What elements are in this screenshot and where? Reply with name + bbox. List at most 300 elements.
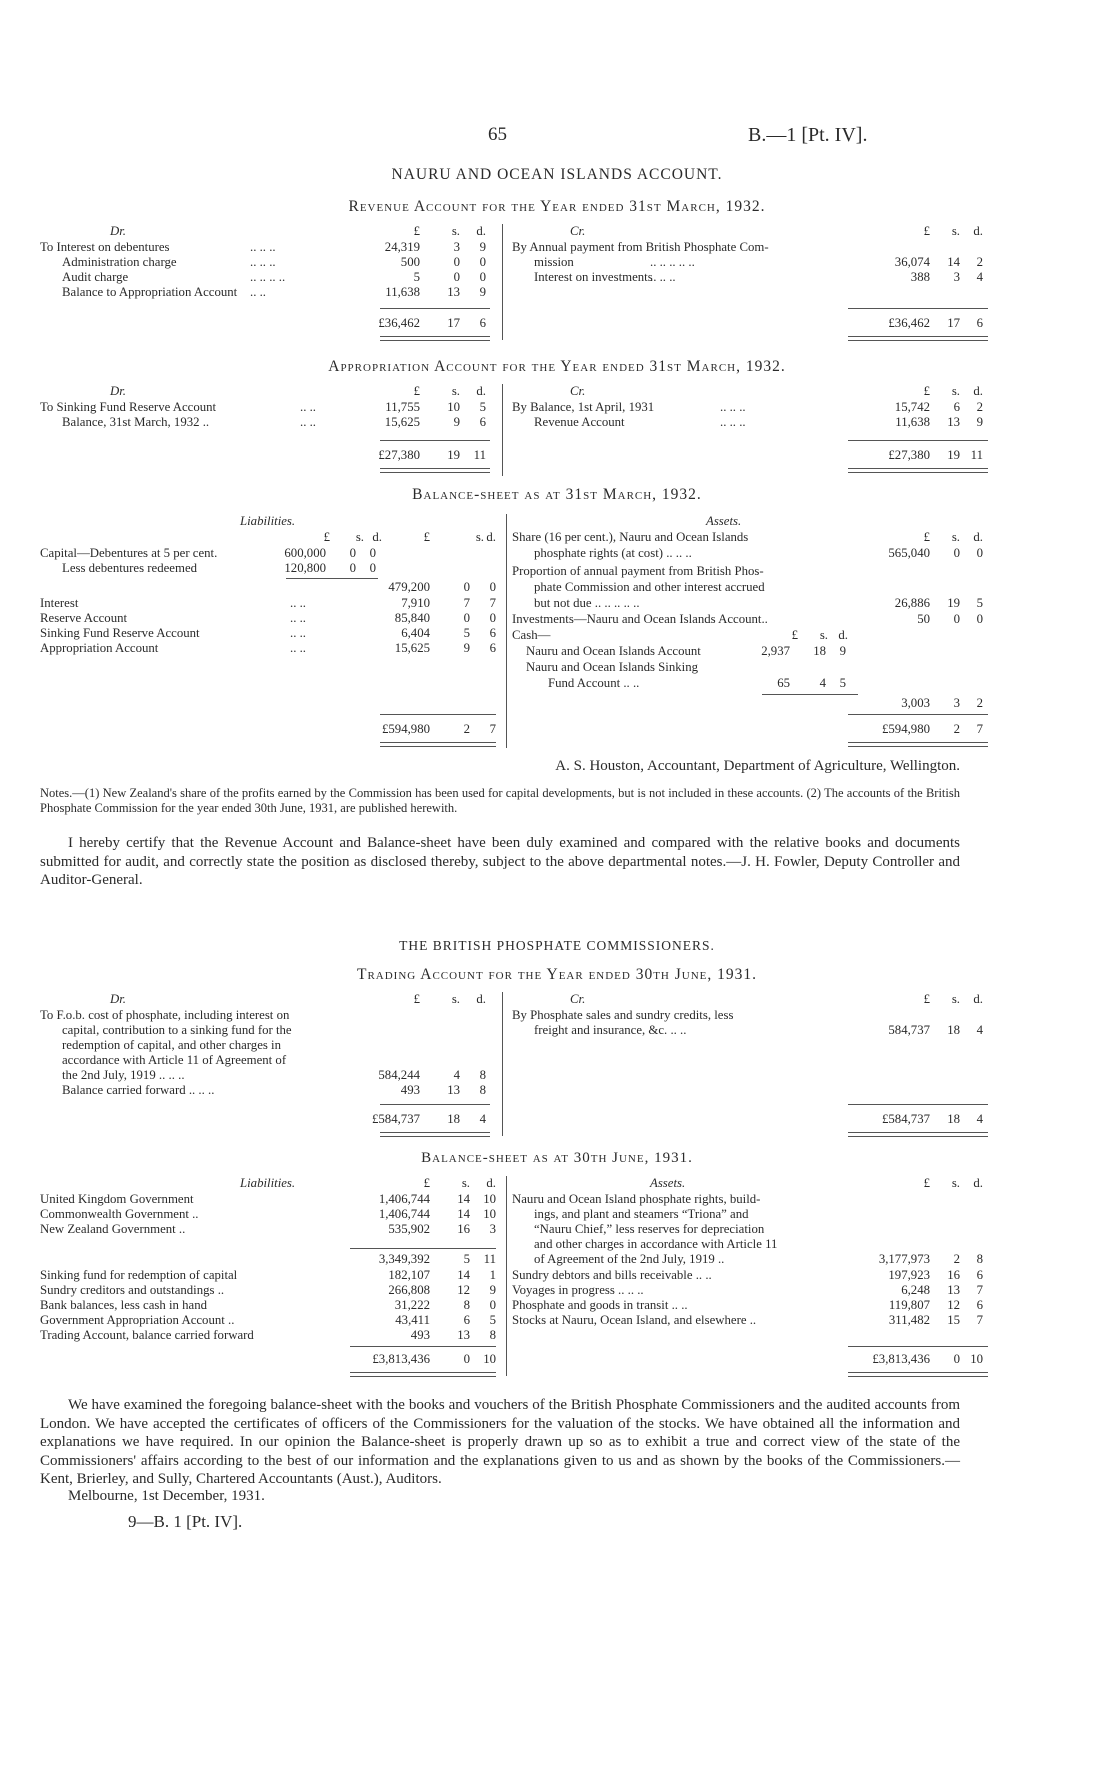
rev-divider	[502, 224, 503, 340]
cash-s-head: s.	[819, 628, 828, 642]
capital-shillings: 0	[349, 546, 356, 560]
rev-left-double	[380, 336, 490, 341]
bs2-left-row-pence: 5	[489, 1313, 496, 1327]
bs1-divider	[506, 514, 507, 748]
app-divider	[502, 384, 503, 476]
trd-right-total-pounds: £584,737	[882, 1112, 930, 1126]
gov-row-pence: 10	[483, 1207, 496, 1221]
bs1-left-label: Interest	[40, 596, 79, 610]
nauru-balance-sheet-title: Balance-sheet as at 31st March, 1932.	[412, 486, 702, 503]
bs1-left-label: Reserve Account	[40, 611, 128, 625]
main-pound-sign: £	[423, 530, 430, 544]
bs1-right-line: phate Commission and other interest accrued	[534, 580, 765, 594]
bs1-left-row-shillings: 5	[463, 626, 470, 640]
bs2-right-row-shillings: 12	[947, 1298, 960, 1312]
redeemed-pounds: 120,800	[284, 561, 326, 575]
gov-total-shillings: 5	[463, 1252, 470, 1266]
cash-pound-sign: £	[791, 628, 798, 642]
rev-right-total-pence: 6	[976, 316, 983, 330]
bs2-left-s-head: s.	[461, 1176, 470, 1190]
cash-row-pounds: 2,937	[761, 644, 790, 658]
bs2-left-total-shillings: 0	[463, 1352, 470, 1366]
rev-left-row-shillings: 0	[453, 270, 460, 284]
bs1-left-dots: .. ..	[290, 626, 306, 640]
capital-rule	[286, 578, 378, 579]
bs2-right-line: and other charges in accordance with Article 11	[534, 1237, 778, 1251]
bs2-left-row-pence: 8	[489, 1328, 496, 1342]
trd-left-line: redemption of capital, and other charges in	[62, 1038, 282, 1052]
redeemed-label: Less debentures redeemed	[62, 561, 198, 575]
rev-left-label: To Interest on debentures	[40, 240, 170, 254]
rev-right-row-pounds: 36,074	[894, 255, 930, 269]
phosphate-sales-pounds: 584,737	[888, 1023, 930, 1037]
rev-right-d-head: d.	[973, 224, 983, 238]
app-left-total-pounds: £27,380	[378, 448, 420, 462]
app-right-s-head: s.	[951, 384, 960, 398]
rev-left-row-pounds: 11,638	[385, 285, 420, 299]
app-right-rule	[848, 440, 988, 441]
cr-label: Cr.	[570, 224, 586, 238]
rev-left-label: Balance to Appropriation Account	[62, 285, 238, 299]
gov-row-pounds: 535,902	[388, 1222, 430, 1236]
gov-row-pence: 3	[489, 1222, 496, 1236]
rev-left-d-head: d.	[476, 224, 486, 238]
bs1-left-dots: .. ..	[290, 611, 306, 625]
bs2-left-row-pounds: 43,411	[395, 1313, 430, 1327]
british-balance-sheet-title: Balance-sheet as at 30th June, 1931.	[421, 1150, 693, 1166]
bs1-right-line: Investments—Nauru and Ocean Islands Account..	[512, 612, 768, 626]
bs2-divider	[506, 1176, 507, 1376]
trd-left-line: accordance with Article 11 of Agreement of	[62, 1053, 287, 1067]
gov-label: United Kingdom Government	[40, 1192, 194, 1206]
bs1-left-row-pence: 0	[489, 611, 496, 625]
cash-line: Fund Account .. ..	[548, 676, 640, 690]
phosphate-sales-pence: 4	[976, 1023, 983, 1037]
bs2-right-row-pounds: 197,923	[888, 1268, 930, 1282]
share-value-pence: 0	[976, 546, 983, 560]
cash-line: Nauru and Ocean Islands Account	[526, 644, 701, 658]
bs2-left-d-head: d.	[486, 1176, 496, 1190]
app-left-pound-sign: £	[413, 384, 420, 398]
bs2-right-line: of Agreement of the 2nd July, 1919 ..	[534, 1252, 725, 1266]
rev-right-label: By Annual payment from British Phosphate Com-	[512, 240, 769, 254]
investments-value-pounds: 50	[917, 612, 930, 626]
bs2-right-row-pence: 7	[976, 1283, 983, 1297]
cr-label: Cr.	[570, 992, 586, 1006]
balance-forward-pence: 8	[479, 1083, 486, 1097]
bs1-right-line: Cash—	[512, 628, 551, 642]
redeemed-pence: 0	[369, 561, 376, 575]
bs2-right-row-shillings: 15	[947, 1313, 960, 1327]
rev-left-row-pounds: 24,319	[384, 240, 420, 254]
rev-left-row-pounds: 500	[400, 255, 420, 269]
app-left-total-pence: 11	[473, 448, 486, 462]
app-left-s-head: s.	[451, 384, 460, 398]
nauru-section-title: NAURU AND OCEAN ISLANDS ACCOUNT.	[391, 166, 723, 183]
auditors-report: We have examined the foregoing balance-sheet with the books and vouchers of the British Phosphate Commissioners and the audited accounts from London. We have accepted the certificates of officers of the Commissioners for the valuation of the stocks. We have obtained all the information and explanations we have required. In our opinion the Balance-sheet is properly drawn up so as to exhibit a true and correct view of the state of the Commissioners' affairs according to the best of our information and the explanations given to us and as shown by the books of the Commissioners.—Kent, Brierley, and Sully, Chartered Accountants (Aust.), Auditors.	[40, 1397, 960, 1487]
trd-left-line: Balance carried forward .. .. ..	[62, 1083, 215, 1097]
rev-right-label: mission	[534, 255, 574, 269]
gov-total-pounds: 3,349,392	[378, 1252, 430, 1266]
rev-right-row-pence: 2	[976, 255, 983, 269]
rev-right-pound-sign: £	[923, 224, 930, 238]
bs1-right-line: but not due .. .. .. .. ..	[534, 596, 640, 610]
bs2-left-label: Sinking fund for redemption of capital	[40, 1268, 238, 1282]
rev-right-label: Interest on investments	[534, 270, 653, 284]
app-right-label: By Balance, 1st April, 1931	[512, 400, 655, 414]
gov-rule	[350, 1248, 496, 1249]
bs1-left-dots: .. ..	[290, 641, 306, 655]
bs2-left-row-pence: 0	[489, 1298, 496, 1312]
bs2-left-label: Sundry creditors and outstandings ..	[40, 1283, 225, 1297]
rev-right-rule	[848, 308, 988, 309]
bs2-right-row-pounds: 119,807	[888, 1298, 930, 1312]
bs1-left-double	[380, 742, 496, 747]
bs1-right-total-pence: 7	[976, 722, 983, 736]
departmental-notes: Notes.—(1) New Zealand's share of the profits earned by the Commission has been used for capital developments, but is not included in these accounts. (2) The accounts of the British Phosphate Commission for the year ended 30th June, 1931, are published herewith.	[40, 786, 960, 815]
bs2-left-pound-sign: £	[423, 1176, 430, 1190]
bs2-right-line: Stocks at Nauru, Ocean Island, and elsewhere ..	[512, 1313, 757, 1327]
trd-right-total-shillings: 18	[947, 1112, 960, 1126]
rev-right-total-shillings: 17	[947, 316, 960, 330]
bs2-left-total-pounds: £3,813,436	[372, 1352, 430, 1366]
sub-d-head: d.	[372, 530, 382, 544]
rev-left-row-shillings: 0	[453, 255, 460, 269]
rev-right-double	[848, 336, 988, 341]
bs2-left-row-shillings: 6	[463, 1313, 470, 1327]
cr-label: Cr.	[570, 384, 586, 398]
cash-rule	[762, 694, 858, 695]
rev-left-pound-sign: £	[413, 224, 420, 238]
app-left-row-pence: 5	[479, 400, 486, 414]
app-right-row-pounds: 15,742	[894, 400, 930, 414]
cash-row-pence: 9	[839, 644, 846, 658]
place-and-date: Melbourne, 1st December, 1931.	[68, 1488, 265, 1504]
gov-row-pence: 10	[483, 1192, 496, 1206]
app-right-total-pounds: £27,380	[888, 448, 930, 462]
app-left-row-pence: 6	[479, 415, 486, 429]
trd-left-total-shillings: 18	[447, 1112, 460, 1126]
cash-line: Nauru and Ocean Islands Sinking	[526, 660, 699, 674]
bs2-right-row-pence: 6	[976, 1298, 983, 1312]
app-left-row-shillings: 10	[447, 400, 460, 414]
rev-left-row-shillings: 13	[447, 285, 460, 299]
cash-d-head: d.	[838, 628, 848, 642]
trd-left-pound-sign: £	[413, 992, 420, 1006]
rev-left-row-shillings: 3	[453, 240, 460, 254]
bs2-right-s-head: s.	[951, 1176, 960, 1190]
sub-s-head: s.	[355, 530, 364, 544]
app-right-pound-sign: £	[923, 384, 930, 398]
bs1-left-row-pounds: 15,625	[394, 641, 430, 655]
footer-reference: 9—B. 1 [Pt. IV].	[128, 1512, 243, 1531]
bs2-right-row-pounds: 6,248	[901, 1283, 930, 1297]
trd-right-rule	[848, 1104, 988, 1105]
bs2-left-label: Government Appropriation Account ..	[40, 1313, 235, 1327]
trd-left-line: capital, contribution to a sinking fund for the	[62, 1023, 292, 1037]
bs1-left-row-shillings: 0	[463, 611, 470, 625]
bs2-left-row-shillings: 13	[457, 1328, 470, 1342]
main-s-head: s.	[475, 530, 484, 544]
bs2-left-label: Bank balances, less cash in hand	[40, 1298, 208, 1312]
capital-pounds: 600,000	[284, 546, 326, 560]
bs1-left-total-pounds: £594,980	[382, 722, 430, 736]
balance-forward-pounds: 493	[400, 1083, 420, 1097]
dr-label: Dr.	[110, 384, 127, 398]
rev-right-row-pounds: 388	[910, 270, 930, 284]
bs1-left-label: Appropriation Account	[40, 641, 159, 655]
bs2-left-row-shillings: 12	[457, 1283, 470, 1297]
document-reference: B.—1 [Pt. IV].	[748, 124, 868, 146]
bs2-left-row-shillings: 14	[457, 1268, 470, 1282]
rev-left-row-pence: 0	[479, 270, 486, 284]
app-left-total-shillings: 19	[447, 448, 460, 462]
bs2-left-row-pounds: 493	[410, 1328, 430, 1342]
assets-heading: Assets.	[706, 514, 742, 528]
auditor-general-certificate: I hereby certify that the Revenue Account and Balance-sheet have been duly examined and compared with the relative books and documents submitted for audit, and correctly state the position as disclosed thereby, subject to the above departmental notes.—J. H. Fowler, Deputy Controller and Auditor-General.	[40, 835, 960, 888]
trd-right-d-head: d.	[973, 992, 983, 1006]
bs1-right-line: Share (16 per cent.), Nauru and Ocean Islands	[512, 530, 749, 544]
gov-row-shillings: 16	[457, 1222, 470, 1236]
trd-right-double	[848, 1132, 988, 1137]
app-right-total-shillings: 19	[947, 448, 960, 462]
bs1-left-row-pounds: 7,910	[401, 596, 430, 610]
accrued-value-pence: 5	[976, 596, 983, 610]
rev-right-row-pence: 4	[976, 270, 983, 284]
liabilities-heading: Liabilities.	[240, 1176, 296, 1190]
bs1-right-rule	[848, 714, 988, 715]
gov-row-pounds: 1,406,744	[378, 1192, 430, 1206]
bs2-left-row-shillings: 8	[463, 1298, 470, 1312]
app-left-row-pounds: 11,755	[385, 400, 420, 414]
rev-left-rule	[380, 308, 490, 309]
bs2-left-rule	[350, 1346, 496, 1347]
trd-left-total-pounds: £584,737	[372, 1112, 420, 1126]
app-right-row-pence: 2	[976, 400, 983, 414]
app-right-dots: .. .. ..	[720, 415, 746, 429]
rev-left-row-pence: 9	[479, 285, 486, 299]
bs2-left-row-pounds: 266,808	[388, 1283, 430, 1297]
bs1-right-double	[848, 742, 988, 747]
app-right-row-shillings: 6	[953, 400, 960, 414]
app-right-d-head: d.	[973, 384, 983, 398]
bs2-right-pound-sign: £	[923, 1176, 930, 1190]
rev-left-total-pence: 6	[479, 316, 486, 330]
bs2-right-total-pounds: £3,813,436	[872, 1352, 930, 1366]
bs1-left-total-shillings: 2	[463, 722, 470, 736]
fob-cost-pounds: 584,244	[378, 1068, 420, 1082]
sub-pound-sign: £	[323, 530, 330, 544]
gov-row-pounds: 1,406,744	[378, 1207, 430, 1221]
app-right-row-pounds: 11,638	[895, 415, 930, 429]
share-value-shillings: 0	[953, 546, 960, 560]
rev-left-dots: .. ..	[250, 285, 266, 299]
cash-total-pounds: 3,003	[901, 696, 930, 710]
balance-forward-shillings: 13	[447, 1083, 460, 1097]
trd-divider	[502, 992, 503, 1136]
redeemed-shillings: 0	[349, 561, 356, 575]
app-left-double	[380, 468, 490, 473]
rev-right-row-shillings: 3	[953, 270, 960, 284]
fob-cost-pence: 8	[479, 1068, 486, 1082]
bs1-left-row-pounds: 85,840	[394, 611, 430, 625]
bs1-left-dots: .. ..	[290, 596, 306, 610]
accrued-value-pounds: 26,886	[894, 596, 930, 610]
bs2-right-line: Nauru and Ocean Island phosphate rights, build-	[512, 1192, 761, 1206]
bs2-right-row-pence: 8	[976, 1252, 983, 1266]
page-number: 65	[488, 124, 507, 145]
trd-right-line: freight and insurance, &c. .. ..	[534, 1023, 687, 1037]
revenue-account-title: Revenue Account for the Year ended 31st March, 1932.	[348, 198, 766, 215]
rev-left-row-pence: 0	[479, 255, 486, 269]
bs2-right-row-shillings: 16	[947, 1268, 960, 1282]
bs1-right-pound-sign: £	[923, 530, 930, 544]
gov-label: Commonwealth Government ..	[40, 1207, 199, 1221]
rev-right-row-shillings: 14	[947, 255, 960, 269]
bs1-left-rule	[380, 714, 496, 715]
dr-label: Dr.	[110, 224, 127, 238]
app-left-row-pounds: 15,625	[384, 415, 420, 429]
bs1-left-label: Sinking Fund Reserve Account	[40, 626, 200, 640]
capital-label: Capital—Debentures at 5 per cent.	[40, 546, 218, 560]
accrued-value-shillings: 19	[947, 596, 960, 610]
appropriation-account-title: Appropriation Account for the Year ended 31st March, 1932.	[328, 358, 786, 375]
app-left-dots: .. ..	[300, 415, 316, 429]
rev-left-total-pounds: £36,462	[378, 316, 420, 330]
bs1-left-row-pence: 6	[489, 641, 496, 655]
rev-right-s-head: s.	[951, 224, 960, 238]
bs1-right-total-shillings: 2	[953, 722, 960, 736]
share-value-pounds: 565,040	[888, 546, 930, 560]
net-capital-shillings: 0	[463, 580, 470, 594]
bs2-right-line: ings, and plant and steamers “Triona” and	[534, 1207, 749, 1221]
cash-total-pence: 2	[976, 696, 983, 710]
rev-left-dots: .. .. .. ..	[250, 270, 286, 284]
bs2-left-double	[350, 1372, 496, 1377]
bs2-left-row-pence: 9	[489, 1283, 496, 1297]
trd-left-s-head: s.	[451, 992, 460, 1006]
bs1-left-row-pence: 6	[489, 626, 496, 640]
accountant-signature: A. S. Houston, Accountant, Department of Agriculture, Wellington.	[555, 758, 960, 774]
bs2-right-row-pence: 7	[976, 1313, 983, 1327]
rev-right-total-pounds: £36,462	[888, 316, 930, 330]
app-left-label: To Sinking Fund Reserve Account	[40, 400, 217, 414]
trd-left-double	[380, 1132, 490, 1137]
cash-row-pence: 5	[839, 676, 846, 690]
app-right-total-pence: 11	[970, 448, 983, 462]
gov-label: New Zealand Government ..	[40, 1222, 186, 1236]
rev-left-dots: .. .. ..	[250, 240, 276, 254]
bs1-right-line: Proportion of annual payment from British Phos-	[512, 564, 764, 578]
trd-left-total-pence: 4	[479, 1112, 486, 1126]
cash-total-shillings: 3	[953, 696, 960, 710]
assets-heading: Assets.	[650, 1176, 686, 1190]
liabilities-heading: Liabilities.	[240, 514, 296, 528]
trd-right-line: By Phosphate sales and sundry credits, less	[512, 1008, 734, 1022]
main-d-head: d.	[486, 530, 496, 544]
bs1-right-s-head: s.	[951, 530, 960, 544]
bs2-right-row-shillings: 13	[947, 1283, 960, 1297]
trd-left-line: the 2nd July, 1919 .. .. ..	[62, 1068, 185, 1082]
trd-left-d-head: d.	[476, 992, 486, 1006]
app-right-dots: .. .. ..	[720, 400, 746, 414]
rev-right-dots: .. .. .. .. ..	[650, 255, 695, 269]
bs1-left-row-shillings: 9	[463, 641, 470, 655]
bs2-right-total-pence: 10	[970, 1352, 983, 1366]
trd-right-s-head: s.	[951, 992, 960, 1006]
trading-account-title: Trading Account for the Year ended 30th June, 1931.	[356, 966, 758, 983]
bs2-right-row-pounds: 311,482	[888, 1313, 930, 1327]
gov-row-shillings: 14	[457, 1192, 470, 1206]
bs2-right-row-shillings: 2	[953, 1252, 960, 1266]
app-right-row-shillings: 13	[947, 415, 960, 429]
app-right-label: Revenue Account	[534, 415, 625, 429]
bs2-right-line: “Nauru Chief,” less reserves for depreciation	[534, 1222, 765, 1236]
bs2-right-line: Sundry debtors and bills receivable .. ..	[512, 1268, 712, 1282]
rev-left-dots: .. .. ..	[250, 255, 276, 269]
british-section-title: THE BRITISH PHOSPHATE COMMISSIONERS.	[399, 938, 715, 953]
app-left-d-head: d.	[476, 384, 486, 398]
trd-right-total-pence: 4	[976, 1112, 983, 1126]
bs2-left-row-pounds: 31,222	[394, 1298, 430, 1312]
bs2-left-row-pounds: 182,107	[388, 1268, 430, 1282]
trd-left-rule	[380, 1104, 490, 1105]
cash-row-shillings: 4	[819, 676, 826, 690]
bs1-right-line: phosphate rights (at cost) .. .. ..	[534, 546, 692, 560]
bs2-right-rule	[848, 1346, 988, 1347]
rev-left-s-head: s.	[451, 224, 460, 238]
fob-cost-shillings: 4	[453, 1068, 460, 1082]
rev-right-dots: .. .. ..	[650, 270, 676, 284]
net-capital-pence: 0	[489, 580, 496, 594]
bs2-left-row-pence: 1	[489, 1268, 496, 1282]
dr-label: Dr.	[110, 992, 127, 1006]
bs1-left-total-pence: 7	[489, 722, 496, 736]
investments-value-pence: 0	[976, 612, 983, 626]
app-right-row-pence: 9	[976, 415, 983, 429]
capital-pence: 0	[369, 546, 376, 560]
rev-left-total-shillings: 17	[447, 316, 460, 330]
bs2-left-label: Trading Account, balance carried forward	[40, 1328, 254, 1342]
phosphate-sales-shillings: 18	[947, 1023, 960, 1037]
bs2-right-total-shillings: 0	[953, 1352, 960, 1366]
trd-right-pound-sign: £	[923, 992, 930, 1006]
bs2-right-row-pounds: 3,177,973	[878, 1252, 930, 1266]
bs2-right-double	[848, 1372, 988, 1377]
bs1-left-row-shillings: 7	[463, 596, 470, 610]
rev-left-row-pence: 9	[479, 240, 486, 254]
trd-left-line: To F.o.b. cost of phosphate, including interest on	[40, 1008, 290, 1022]
app-right-double	[848, 468, 988, 473]
bs1-left-row-pounds: 6,404	[401, 626, 430, 640]
rev-left-row-pounds: 5	[413, 270, 420, 284]
app-left-row-shillings: 9	[453, 415, 460, 429]
bs2-right-line: Voyages in progress .. .. ..	[512, 1283, 644, 1297]
bs2-left-total-pence: 10	[483, 1352, 496, 1366]
cash-row-shillings: 18	[813, 644, 826, 658]
app-left-rule	[380, 440, 490, 441]
bs1-right-total-pounds: £594,980	[882, 722, 930, 736]
investments-value-shillings: 0	[953, 612, 960, 626]
bs2-right-row-pence: 6	[976, 1268, 983, 1282]
net-capital-pounds: 479,200	[388, 580, 430, 594]
bs1-left-row-pence: 7	[489, 596, 496, 610]
app-left-dots: .. ..	[300, 400, 316, 414]
rev-left-label: Audit charge	[62, 270, 129, 284]
bs2-right-line: Phosphate and goods in transit .. ..	[512, 1298, 688, 1312]
gov-row-shillings: 14	[457, 1207, 470, 1221]
rev-left-label: Administration charge	[62, 255, 177, 269]
